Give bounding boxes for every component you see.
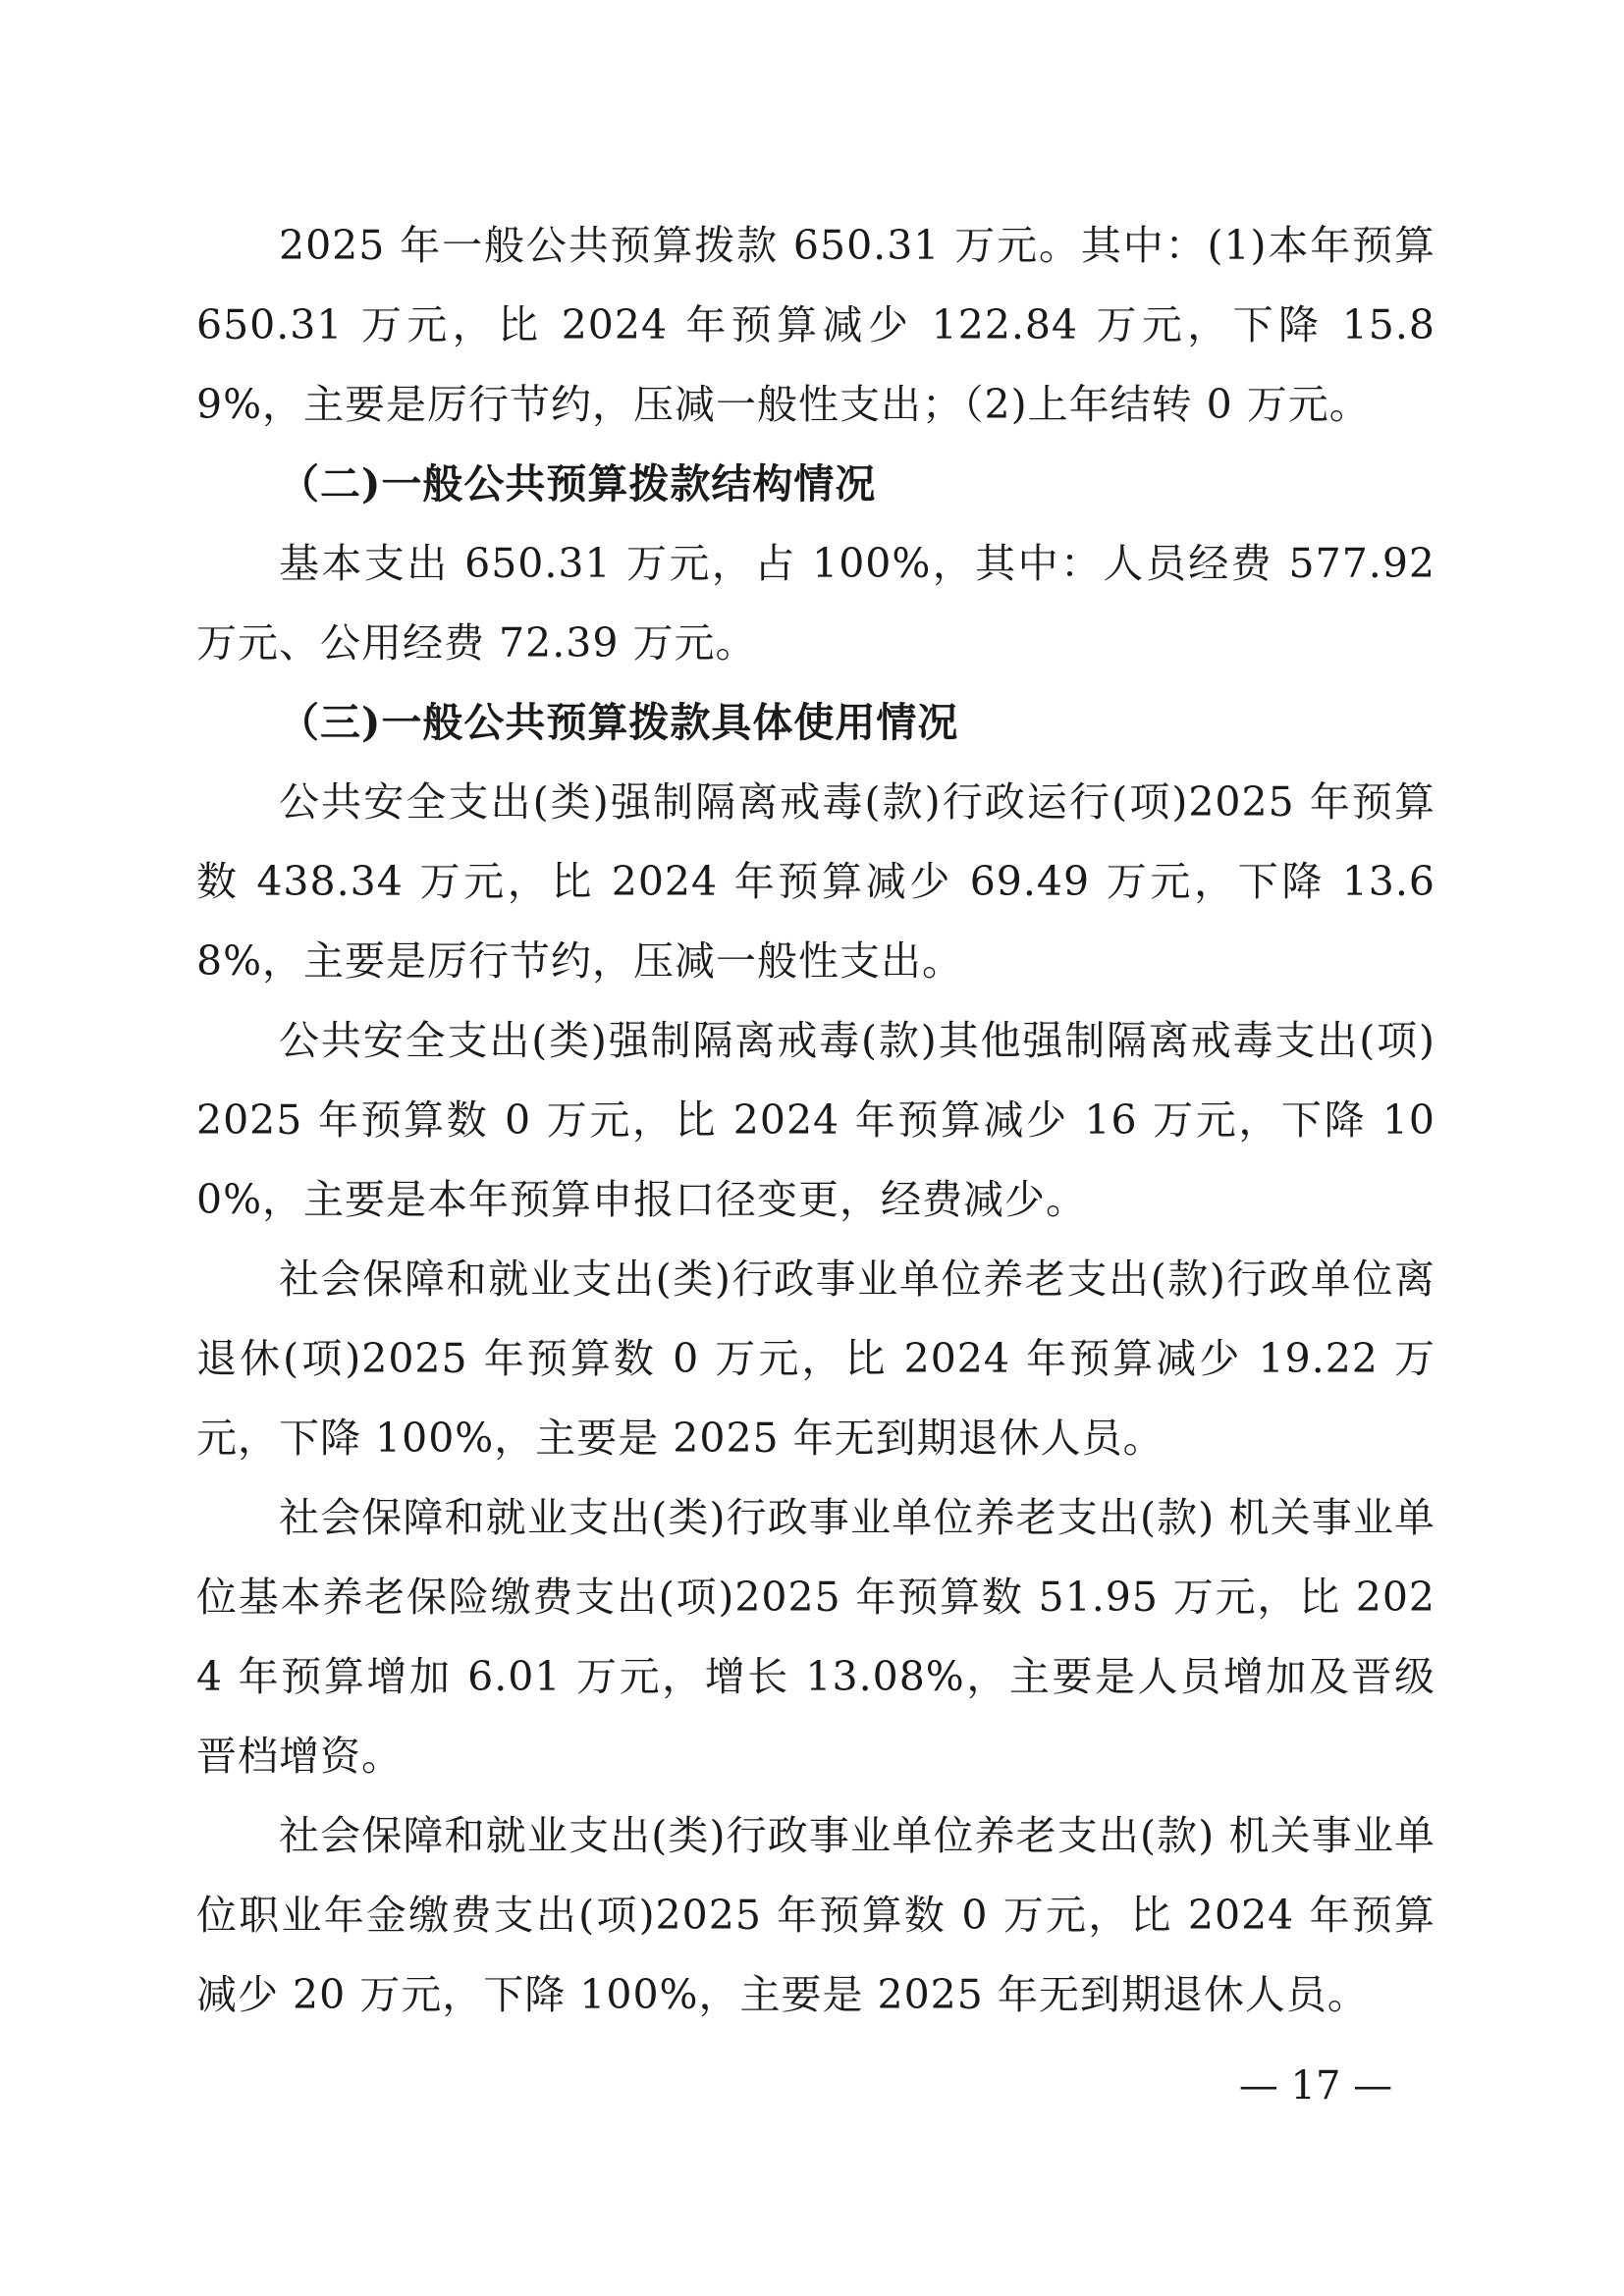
paragraph-other-detox: 公共安全支出(类)强制隔离戒毒(款)其他强制隔离戒毒支出(项)2025 年预算数 0 万元，比 2024 年预算减少 16 万元，下降 100%，主要是本年预算申报口径变更，经费减少。 — [196, 1017, 1435, 1223]
paragraph-pension-insurance: 社会保障和就业支出(类)行政事业单位养老支出(款) 机关事业单位基本养老保险缴费支出(项)2025 年预算数 51.95 万元，比 2024 年预算增加 6.01 万元，增长 13.08%，主要是人员增加及晋级晋档增资。 — [196, 1494, 1435, 1780]
paragraph-occupational-annuity: 社会保障和就业支出(类)行政事业单位养老支出(款) 机关事业单位职业年金缴费支出(项)2025 年预算数 0 万元，比 2024 年预算减少 20 万元，下降 100%，主要是 2025 年无到期退休人员。 — [196, 1812, 1435, 2018]
heading-structure: （二)一般公共预算拨款结构情况 — [279, 460, 877, 507]
paragraph-retirement: 社会保障和就业支出(类)行政事业单位养老支出(款)行政单位离退休(项)2025 年预算数 0 万元，比 2024 年预算减少 19.22 万元，下降 100%，主要是 2025 年无到期退休人员。 — [196, 1255, 1435, 1462]
heading-usage: （三)一般公共预算拨款具体使用情况 — [279, 699, 959, 746]
document-body — [196, 206, 1435, 2035]
paragraph-budget-allocation: 2025 年一般公共预算拨款 650.31 万元。其中：(1)本年预算 650.31 万元，比 2024 年预算减少 122.84 万元，下降 15.89%，主要是厉行节约，压减一般性支出；（2)上年结转 0 万元。 — [196, 222, 1435, 428]
page-number: — 17 — — [1238, 2063, 1393, 2109]
paragraph-admin-operation: 公共安全支出(类)强制隔离戒毒(款)行政运行(项)2025 年预算数 438.34 万元，比 2024 年预算减少 69.49 万元，下降 13.68%，主要是厉行节约，压减一般性支出。 — [196, 778, 1435, 985]
paragraph-basic-expenditure: 基本支出 650.31 万元，占 100%，其中：人员经费 577.92 万元、公用经费 72.39 万元。 — [196, 540, 1435, 667]
